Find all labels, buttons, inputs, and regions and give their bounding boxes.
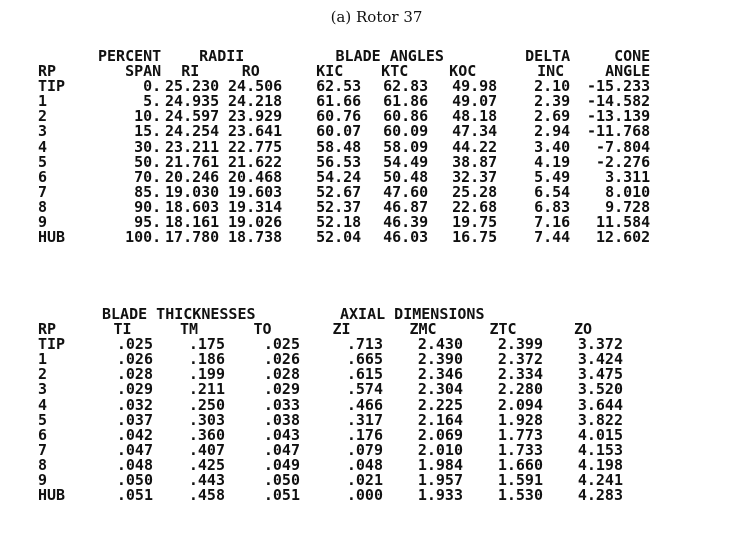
- table-cell: .037: [116, 410, 153, 429]
- table-cell: 2.094: [497, 395, 543, 414]
- column-header: RI: [181, 62, 200, 81]
- table-cell: 52.04: [316, 228, 362, 247]
- table-cell: .574: [346, 380, 383, 399]
- column-header: KIC: [316, 62, 344, 81]
- table-cell: 24.254: [165, 122, 220, 141]
- table-cell: 24.218: [228, 92, 283, 111]
- table-cell: 18.603: [165, 197, 220, 216]
- table-cell: .032: [116, 395, 153, 414]
- table-cell: 9.728: [605, 197, 651, 216]
- row-label: 1: [38, 92, 48, 111]
- column-header: TI: [113, 320, 132, 339]
- table-cell: 4.283: [577, 486, 623, 505]
- table-cell: .047: [263, 440, 300, 459]
- group-header: RADII: [199, 47, 245, 65]
- table-cell: .466: [346, 395, 383, 414]
- table-cell: 20.246: [165, 167, 220, 186]
- table-cell: .713: [346, 335, 383, 354]
- table-cell: 3.311: [605, 167, 651, 186]
- table-cell: 19.75: [452, 213, 498, 232]
- table-cell: 1.984: [417, 455, 463, 474]
- table-cell: .211: [188, 380, 225, 399]
- table-cell: .028: [116, 365, 153, 384]
- table-cell: 2.390: [417, 350, 463, 369]
- table-cell: 24.935: [165, 92, 220, 111]
- table-cell: 30.: [134, 137, 162, 156]
- table-cell: .250: [188, 395, 225, 414]
- row-label: 4: [38, 395, 48, 414]
- table-cell: 47.60: [383, 182, 429, 201]
- table-cell: 0.: [143, 77, 162, 96]
- table-cell: .443: [188, 471, 225, 490]
- table-cell: 2.280: [497, 380, 543, 399]
- table-cell: 7.16: [534, 213, 571, 232]
- group-header: AXIAL DIMENSIONS: [340, 305, 485, 323]
- table-cell: 23.211: [165, 137, 220, 156]
- table-cell: 47.34: [452, 122, 498, 141]
- table-cell: 2.164: [417, 410, 463, 429]
- table-row: [38, 230, 650, 245]
- table-cell: 61.86: [383, 92, 429, 111]
- table-cell: 11.584: [596, 213, 651, 232]
- column-header: TM: [179, 320, 199, 339]
- table-cell: 2.399: [497, 335, 543, 354]
- table-cell: 52.37: [316, 197, 362, 216]
- table-cell: .021: [346, 471, 383, 490]
- table-cell: 4.015: [577, 425, 623, 444]
- table-cell: 2.069: [417, 425, 463, 444]
- table-cell: .051: [263, 486, 300, 505]
- row-label: 9: [38, 471, 48, 490]
- table-cell: 2.225: [417, 395, 463, 414]
- row-label: HUB: [38, 486, 66, 505]
- table-cell: .029: [263, 380, 300, 399]
- table-cell: 1.660: [497, 455, 543, 474]
- table-cell: 19.314: [228, 197, 283, 216]
- group-header: CONE: [614, 47, 651, 65]
- table-cell: .000: [346, 486, 383, 505]
- row-label: 5: [38, 152, 48, 171]
- table-cell: 22.68: [452, 197, 498, 216]
- table-cell: 46.87: [383, 197, 429, 216]
- table-cell: 2.304: [417, 380, 463, 399]
- table-cell: .079: [346, 440, 383, 459]
- table-cell: 2.39: [534, 92, 571, 111]
- table-cell: 19.026: [228, 213, 283, 232]
- table-cell: 32.37: [452, 167, 498, 186]
- column-header: SPAN: [125, 62, 162, 81]
- table-cell: .042: [116, 425, 153, 444]
- table-cell: 4.198: [577, 455, 623, 474]
- table-cell: .615: [346, 365, 383, 384]
- table-cell: 25.28: [452, 182, 498, 201]
- table-cell: 1.591: [497, 471, 543, 490]
- table-cell: 60.76: [316, 107, 362, 126]
- table-cell: 2.346: [417, 365, 463, 384]
- table-cell: .026: [263, 350, 300, 369]
- rotor-geometry-body: [38, 79, 650, 245]
- table-cell: 95.: [134, 213, 162, 232]
- table-cell: 24.597: [165, 107, 220, 126]
- blade-thickness-axial-table: [38, 307, 623, 503]
- column-header: RP: [38, 62, 57, 81]
- table-cell: 6.54: [534, 182, 571, 201]
- table-cell: .047: [116, 440, 153, 459]
- table-cell: 50.48: [383, 167, 429, 186]
- table-cell: 2.69: [534, 107, 571, 126]
- table-cell: 52.67: [316, 182, 362, 201]
- row-label: 2: [38, 107, 48, 126]
- table-cell: 48.18: [452, 107, 498, 126]
- table-cell: 52.18: [316, 213, 362, 232]
- table-cell: 3.372: [577, 335, 623, 354]
- row-label: 3: [38, 380, 48, 399]
- column-header: KOC: [449, 62, 477, 81]
- table-cell: 49.98: [452, 77, 498, 96]
- table-cell: 3.40: [534, 137, 571, 156]
- table-cell: .028: [263, 365, 300, 384]
- row-label: 8: [38, 455, 48, 474]
- column-header: RO: [241, 62, 260, 81]
- row-label: 4: [38, 137, 48, 156]
- table-cell: .665: [346, 350, 383, 369]
- column-header: ZTC: [489, 320, 517, 339]
- table-cell: 17.780: [165, 228, 220, 247]
- blade-thickness-axial-body: [38, 337, 623, 503]
- table-cell: 3.520: [577, 380, 623, 399]
- table-cell: 60.86: [383, 107, 429, 126]
- table-cell: 1.957: [417, 471, 463, 490]
- table-cell: 100.: [125, 228, 162, 247]
- table-cell: .360: [188, 425, 225, 444]
- table-cell: -2.276: [596, 152, 651, 171]
- table-cell: 1.773: [497, 425, 543, 444]
- table-cell: 3.644: [577, 395, 623, 414]
- table-cell: 61.66: [316, 92, 362, 111]
- table-cell: 23.641: [228, 122, 283, 141]
- table-cell: 5.49: [534, 167, 571, 186]
- table-cell: 46.03: [383, 228, 429, 247]
- table-cell: 58.09: [383, 137, 429, 156]
- row-label: 7: [38, 440, 48, 459]
- table-cell: 3.475: [577, 365, 623, 384]
- table-cell: .407: [188, 440, 225, 459]
- table-cell: .043: [263, 425, 300, 444]
- table-cell: 18.161: [165, 213, 220, 232]
- table-cell: 2.94: [534, 122, 571, 141]
- table-cell: 49.07: [452, 92, 498, 111]
- table-cell: -14.582: [587, 92, 651, 111]
- table-cell: .025: [116, 335, 153, 354]
- table-cell: 19.603: [228, 182, 283, 201]
- table-cell: -15.233: [587, 77, 651, 96]
- table-cell: 2.10: [534, 77, 571, 96]
- row-label: 8: [38, 197, 48, 216]
- table-cell: 19.030: [165, 182, 220, 201]
- table-cell: .199: [188, 365, 225, 384]
- table-cell: 1.928: [497, 410, 543, 429]
- table-cell: 2.334: [497, 365, 543, 384]
- table-cell: 7.44: [534, 228, 571, 247]
- table-cell: 10.: [134, 107, 162, 126]
- group-header: DELTA: [525, 47, 571, 65]
- table-cell: 20.468: [228, 167, 283, 186]
- row-label: 3: [38, 122, 48, 141]
- table-cell: 2.430: [417, 335, 463, 354]
- table-cell: 16.75: [452, 228, 498, 247]
- table-cell: 62.83: [383, 77, 429, 96]
- row-label: 1: [38, 350, 48, 369]
- table-cell: 21.761: [165, 152, 220, 171]
- table-cell: 4.153: [577, 440, 623, 459]
- column-header: ZO: [573, 320, 593, 339]
- table-cell: .175: [188, 335, 225, 354]
- column-header: RP: [38, 320, 57, 339]
- table-cell: 2.372: [497, 350, 543, 369]
- table-cell: 54.49: [383, 152, 429, 171]
- table-cell: -7.804: [596, 137, 651, 156]
- table-cell: 85.: [134, 182, 162, 201]
- table-cell: 58.48: [316, 137, 362, 156]
- table-cell: .048: [116, 455, 153, 474]
- table-cell: .029: [116, 380, 153, 399]
- table-cell: 60.07: [316, 122, 362, 141]
- table-cell: .050: [116, 471, 153, 490]
- table-cell: 56.53: [316, 152, 362, 171]
- table-cell: .025: [263, 335, 300, 354]
- table-cell: 18.738: [228, 228, 283, 247]
- row-label: 5: [38, 410, 48, 429]
- table-cell: 50.: [134, 152, 162, 171]
- table-cell: 4.241: [577, 471, 623, 490]
- table-cell: 24.506: [228, 77, 283, 96]
- row-label: 6: [38, 167, 48, 186]
- table-cell: .049: [263, 455, 300, 474]
- table-cell: 12.602: [596, 228, 651, 247]
- table-cell: .458: [188, 486, 225, 505]
- table-cell: 2.010: [417, 440, 463, 459]
- table-cell: .033: [263, 395, 300, 414]
- table-cell: 23.929: [228, 107, 283, 126]
- table-cell: -11.768: [587, 122, 651, 141]
- table-cell: 1.530: [497, 486, 543, 505]
- table-cell: .186: [188, 350, 225, 369]
- table-cell: 22.775: [228, 137, 283, 156]
- table-cell: .026: [116, 350, 153, 369]
- column-header: ZI: [332, 320, 351, 339]
- table-cell: 60.09: [383, 122, 429, 141]
- row-label: 7: [38, 182, 48, 201]
- table-cell: 3.424: [577, 350, 623, 369]
- column-header: INC: [537, 62, 565, 81]
- table-cell: 3.822: [577, 410, 623, 429]
- table-cell: 46.39: [383, 213, 429, 232]
- table-cell: 5.: [143, 92, 162, 111]
- table-cell: .050: [263, 471, 300, 490]
- table-cell: 25.230: [165, 77, 220, 96]
- row-label: TIP: [38, 335, 66, 354]
- column-header: ZMC: [409, 320, 437, 339]
- table-cell: 44.22: [452, 137, 498, 156]
- table-cell: 8.010: [605, 182, 651, 201]
- table-cell: .176: [346, 425, 383, 444]
- table-cell: -13.139: [587, 107, 651, 126]
- group-header: BLADE ANGLES: [335, 47, 444, 65]
- row-label: 2: [38, 365, 48, 384]
- table-cell: 54.24: [316, 167, 362, 186]
- rotor-geometry-table: [38, 49, 650, 245]
- row-label: 6: [38, 425, 48, 444]
- group-header: PERCENT: [98, 47, 162, 65]
- table-cell: .038: [263, 410, 300, 429]
- figure-caption: (a) Rotor 37: [330, 8, 423, 26]
- row-label: HUB: [38, 228, 66, 247]
- row-label: TIP: [38, 77, 66, 96]
- table-cell: 38.87: [452, 152, 498, 171]
- table-cell: .048: [346, 455, 383, 474]
- table-cell: .425: [188, 455, 225, 474]
- table-cell: 90.: [134, 197, 162, 216]
- table-cell: .051: [116, 486, 153, 505]
- table-cell: 1.933: [417, 486, 463, 505]
- row-label: 9: [38, 213, 48, 232]
- column-header: KTC: [381, 62, 409, 81]
- table-cell: 4.19: [534, 152, 571, 171]
- table-cell: 62.53: [316, 77, 362, 96]
- group-header: BLADE THICKNESSES: [102, 305, 256, 323]
- table-row: [38, 488, 623, 503]
- table-cell: 70.: [134, 167, 162, 186]
- column-header: ANGLE: [605, 62, 651, 81]
- table-cell: .317: [346, 410, 383, 429]
- table-cell: 6.83: [534, 197, 571, 216]
- column-header: TO: [253, 320, 272, 339]
- table-cell: .303: [188, 410, 225, 429]
- table-cell: 1.733: [497, 440, 543, 459]
- table-cell: 21.622: [228, 152, 283, 171]
- table-cell: 15.: [134, 122, 162, 141]
